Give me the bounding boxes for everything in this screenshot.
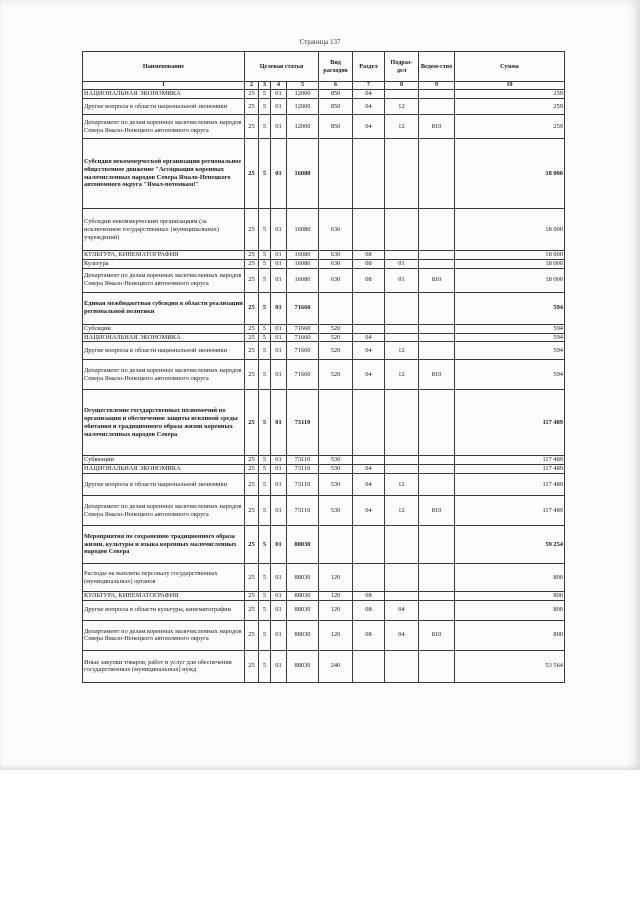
cell-program: 25 (245, 268, 259, 292)
table-body (83, 90, 565, 683)
cell-name: Департамент по делам коренных малочисленных народов Севера Ямало-Ненецкого автономного округа (83, 115, 245, 139)
cell-subsection: 04 (385, 600, 419, 620)
cell-direction: 73110 (287, 456, 319, 465)
cell-expense-type: 850 (319, 115, 353, 139)
cell-subprogram: 5 (259, 592, 271, 601)
cell-expense-type: 850 (319, 90, 353, 99)
cell-program: 25 (245, 292, 259, 324)
cell-subprogram: 5 (259, 650, 271, 682)
cell-program: 25 (245, 259, 259, 268)
cell-section: 08 (353, 259, 385, 268)
table-row (83, 526, 565, 564)
cell-subsection (385, 90, 419, 99)
header-subsection: Подраз-дел (385, 52, 419, 82)
cell-direction: 12000 (287, 99, 319, 115)
cell-event: 01 (271, 592, 287, 601)
cell-section: 04 (353, 496, 385, 526)
cell-subsection (385, 139, 419, 209)
cell-program: 25 (245, 324, 259, 333)
cell-direction: 12000 (287, 115, 319, 139)
cell-subsection: 12 (385, 496, 419, 526)
cell-program: 25 (245, 465, 259, 474)
cell-program: 25 (245, 342, 259, 360)
cell-sum: 594 (455, 324, 565, 333)
table-row (83, 592, 565, 601)
cell-event: 01 (271, 390, 287, 456)
table-row (83, 496, 565, 526)
cell-program: 25 (245, 99, 259, 115)
cell-direction: 88030 (287, 526, 319, 564)
cell-subprogram: 5 (259, 268, 271, 292)
cell-subprogram: 5 (259, 99, 271, 115)
cell-program: 25 (245, 251, 259, 260)
cell-expense-type: 530 (319, 474, 353, 496)
cell-name: Департамент по делам коренных малочисленных народов Севера Ямало-Ненецкого автономного округа (83, 620, 245, 650)
cell-expense-type (319, 139, 353, 209)
cell-department (419, 251, 455, 260)
cell-subsection (385, 209, 419, 251)
table-row (83, 456, 565, 465)
cell-section: 04 (353, 474, 385, 496)
cell-subsection (385, 390, 419, 456)
cell-subprogram: 5 (259, 564, 271, 592)
column-number: 4 (271, 82, 287, 90)
cell-department (419, 592, 455, 601)
cell-event: 01 (271, 90, 287, 99)
cell-direction: 71660 (287, 324, 319, 333)
cell-direction: 71660 (287, 342, 319, 360)
cell-subprogram: 5 (259, 342, 271, 360)
cell-direction: 12000 (287, 90, 319, 99)
cell-expense-type: 120 (319, 620, 353, 650)
cell-event: 01 (271, 259, 287, 268)
cell-subprogram: 5 (259, 292, 271, 324)
cell-expense-type: 520 (319, 324, 353, 333)
cell-expense-type: 630 (319, 259, 353, 268)
cell-section (353, 650, 385, 682)
cell-name: Расходы на выплаты персоналу государственных (муниципальных) органов (83, 564, 245, 592)
cell-section: 04 (353, 90, 385, 99)
cell-sum: 18 000 (455, 139, 565, 209)
cell-sum: 18 000 (455, 268, 565, 292)
cell-name: Другие вопросы в области культуры, кинематографии (83, 600, 245, 620)
cell-event: 01 (271, 496, 287, 526)
cell-section (353, 292, 385, 324)
column-number: 2 (245, 82, 259, 90)
cell-program: 25 (245, 474, 259, 496)
cell-program: 25 (245, 564, 259, 592)
cell-direction: 88030 (287, 600, 319, 620)
table-row (83, 465, 565, 474)
cell-department (419, 209, 455, 251)
cell-expense-type: 520 (319, 333, 353, 342)
cell-name: Другие вопросы в области национальной экономики (83, 99, 245, 115)
cell-subprogram: 5 (259, 360, 271, 390)
cell-program: 25 (245, 526, 259, 564)
cell-department (419, 650, 455, 682)
column-number: 6 (319, 82, 353, 90)
cell-subsection: 12 (385, 99, 419, 115)
column-number: 7 (353, 82, 385, 90)
header-department: Ведом-ство (419, 52, 455, 82)
cell-subsection (385, 456, 419, 465)
budget-table (82, 51, 565, 683)
cell-direction: 73110 (287, 474, 319, 496)
cell-event: 01 (271, 99, 287, 115)
table-row (83, 209, 565, 251)
table-row (83, 333, 565, 342)
cell-program: 25 (245, 650, 259, 682)
cell-expense-type: 530 (319, 465, 353, 474)
cell-section: 04 (353, 465, 385, 474)
cell-subsection (385, 526, 419, 564)
cell-direction: 16080 (287, 268, 319, 292)
header-section: Раздел (353, 52, 385, 82)
cell-event: 01 (271, 139, 287, 209)
column-number: 9 (419, 82, 455, 90)
cell-subprogram: 5 (259, 259, 271, 268)
cell-section (353, 324, 385, 333)
cell-sum: 117 489 (455, 456, 565, 465)
table-row (83, 360, 565, 390)
cell-sum: 259 (455, 90, 565, 99)
cell-name: КУЛЬТУРА, КИНЕМАТОГРАФИЯ (83, 251, 245, 260)
cell-direction: 88030 (287, 620, 319, 650)
cell-name: Другие вопросы в области национальной экономики (83, 474, 245, 496)
table-row (83, 292, 565, 324)
table-row (83, 474, 565, 496)
cell-direction: 88030 (287, 564, 319, 592)
cell-name: Департамент по делам коренных малочисленных народов Севера Ямало-Ненецкого автономного округа (83, 360, 245, 390)
cell-program: 25 (245, 209, 259, 251)
table-header-row (83, 52, 565, 82)
cell-subprogram: 5 (259, 139, 271, 209)
cell-subprogram: 5 (259, 115, 271, 139)
header-sum: Сумма (455, 52, 565, 82)
cell-direction: 88030 (287, 650, 319, 682)
table-row (83, 620, 565, 650)
table-row (83, 342, 565, 360)
cell-sum: 259 (455, 99, 565, 115)
table-row (83, 251, 565, 260)
cell-event: 01 (271, 268, 287, 292)
cell-subsection: 12 (385, 360, 419, 390)
cell-program: 25 (245, 115, 259, 139)
table-row (83, 99, 565, 115)
cell-sum: 117 489 (455, 390, 565, 456)
cell-program: 25 (245, 456, 259, 465)
cell-expense-type (319, 526, 353, 564)
cell-event: 01 (271, 209, 287, 251)
cell-program: 25 (245, 333, 259, 342)
table-row (83, 650, 565, 682)
cell-department: 810 (419, 620, 455, 650)
cell-subprogram: 5 (259, 209, 271, 251)
table-row (83, 600, 565, 620)
cell-section (353, 139, 385, 209)
cell-expense-type: 120 (319, 564, 353, 592)
cell-subprogram: 5 (259, 474, 271, 496)
cell-subsection (385, 333, 419, 342)
cell-expense-type: 120 (319, 592, 353, 601)
column-number: 3 (259, 82, 271, 90)
cell-expense-type: 530 (319, 496, 353, 526)
cell-subprogram: 5 (259, 456, 271, 465)
cell-section (353, 390, 385, 456)
cell-subprogram: 5 (259, 90, 271, 99)
cell-subsection: 12 (385, 115, 419, 139)
cell-sum: 18 000 (455, 209, 565, 251)
cell-subsection (385, 592, 419, 601)
cell-subprogram: 5 (259, 526, 271, 564)
cell-name: Субсидия некоммерческой организации региональное общественное движение "Ассоциация коренных малочисленных народов Севера Ямало-Ненецкого автономного округа "Ямал-потомкам!" (83, 139, 245, 209)
cell-sum: 800 (455, 620, 565, 650)
cell-program: 25 (245, 139, 259, 209)
cell-sum: 594 (455, 292, 565, 324)
cell-direction: 73110 (287, 496, 319, 526)
cell-sum: 53 564 (455, 650, 565, 682)
cell-program: 25 (245, 90, 259, 99)
cell-name: Мероприятия по сохранению традиционного образа жизни, культуры и языка коренных малочисленных народов Севера (83, 526, 245, 564)
cell-department (419, 342, 455, 360)
cell-sum: 800 (455, 600, 565, 620)
cell-section (353, 209, 385, 251)
table-row (83, 115, 565, 139)
cell-department (419, 139, 455, 209)
cell-sum: 594 (455, 342, 565, 360)
cell-event: 01 (271, 600, 287, 620)
cell-direction: 73110 (287, 465, 319, 474)
cell-sum: 117 489 (455, 474, 565, 496)
table-row (83, 259, 565, 268)
cell-name: Субвенции (83, 456, 245, 465)
cell-subprogram: 5 (259, 333, 271, 342)
cell-sum: 117 489 (455, 465, 565, 474)
cell-sum: 594 (455, 360, 565, 390)
cell-department (419, 564, 455, 592)
cell-expense-type: 120 (319, 600, 353, 620)
cell-event: 01 (271, 564, 287, 592)
cell-name: Осуществление государственных полномочий по организации и обеспечению защиты исконной среды обитания и традиционного образа жизни коренных малочисленных народов Севера (83, 390, 245, 456)
cell-sum: 59 254 (455, 526, 565, 564)
cell-event: 01 (271, 333, 287, 342)
cell-subprogram: 5 (259, 620, 271, 650)
cell-department: 810 (419, 268, 455, 292)
cell-direction: 16080 (287, 209, 319, 251)
cell-department (419, 90, 455, 99)
cell-event: 01 (271, 526, 287, 564)
cell-direction: 16080 (287, 251, 319, 260)
cell-subsection (385, 465, 419, 474)
cell-subprogram: 5 (259, 465, 271, 474)
cell-department (419, 526, 455, 564)
cell-sum: 117 489 (455, 496, 565, 526)
cell-expense-type: 630 (319, 209, 353, 251)
cell-sum: 800 (455, 592, 565, 601)
cell-expense-type: 850 (319, 99, 353, 115)
cell-section: 08 (353, 620, 385, 650)
cell-department: 810 (419, 115, 455, 139)
header-name: Наименование (83, 52, 245, 82)
cell-name: НАЦИОНАЛЬНАЯ ЭКОНОМИКА (83, 333, 245, 342)
cell-name: НАЦИОНАЛЬНАЯ ЭКОНОМИКА (83, 465, 245, 474)
cell-section (353, 526, 385, 564)
cell-expense-type: 520 (319, 360, 353, 390)
cell-direction: 16080 (287, 259, 319, 268)
cell-subprogram: 5 (259, 251, 271, 260)
cell-event: 01 (271, 620, 287, 650)
cell-section: 04 (353, 360, 385, 390)
cell-subsection (385, 324, 419, 333)
column-number: 5 (287, 82, 319, 90)
cell-department (419, 324, 455, 333)
cell-expense-type: 520 (319, 342, 353, 360)
column-number: 1 (83, 82, 245, 90)
column-number: 10 (455, 82, 565, 90)
cell-section: 08 (353, 592, 385, 601)
blank-margin (0, 770, 640, 905)
cell-name: Культура (83, 259, 245, 268)
cell-department (419, 390, 455, 456)
cell-event: 01 (271, 465, 287, 474)
cell-department (419, 333, 455, 342)
cell-expense-type (319, 390, 353, 456)
cell-subsection: 01 (385, 259, 419, 268)
cell-expense-type: 240 (319, 650, 353, 682)
cell-subsection: 12 (385, 342, 419, 360)
cell-name: Иные закупки товаров, работ и услуг для обеспечения государственных (муниципальных) нужд (83, 650, 245, 682)
header-target-article: Целевая статья (245, 52, 319, 82)
cell-expense-type: 530 (319, 456, 353, 465)
cell-section: 04 (353, 115, 385, 139)
cell-direction: 71660 (287, 292, 319, 324)
cell-event: 01 (271, 342, 287, 360)
cell-section: 04 (353, 333, 385, 342)
cell-event: 01 (271, 292, 287, 324)
cell-program: 25 (245, 390, 259, 456)
cell-program: 25 (245, 592, 259, 601)
header-expense-type: Вид расходов (319, 52, 353, 82)
cell-department (419, 465, 455, 474)
cell-name: Другие вопросы в области национальной экономики (83, 342, 245, 360)
cell-expense-type: 630 (319, 268, 353, 292)
column-number: 8 (385, 82, 419, 90)
cell-program: 25 (245, 496, 259, 526)
table-row (83, 324, 565, 333)
cell-name: Департамент по делам коренных малочисленных народов Севера Ямало-Ненецкого автономного округа (83, 496, 245, 526)
cell-program: 25 (245, 620, 259, 650)
cell-subprogram: 5 (259, 496, 271, 526)
cell-department (419, 600, 455, 620)
cell-name: Субсидии некоммерческим организациям (за исключением государственных (муниципальных) учреждений) (83, 209, 245, 251)
cell-subprogram: 5 (259, 600, 271, 620)
cell-subsection (385, 650, 419, 682)
cell-expense-type: 630 (319, 251, 353, 260)
cell-sum: 594 (455, 333, 565, 342)
cell-section: 04 (353, 342, 385, 360)
cell-department: 810 (419, 360, 455, 390)
cell-event: 01 (271, 115, 287, 139)
cell-department (419, 99, 455, 115)
table-row (83, 564, 565, 592)
cell-department (419, 456, 455, 465)
cell-name: КУЛЬТУРА, КИНЕМАТОГРАФИЯ (83, 592, 245, 601)
cell-name: НАЦИОНАЛЬНАЯ ЭКОНОМИКА (83, 90, 245, 99)
cell-name: Единая межбюджетная субсидия в области реализации региональной политики (83, 292, 245, 324)
cell-subsection: 12 (385, 474, 419, 496)
cell-direction: 71660 (287, 360, 319, 390)
cell-subsection (385, 251, 419, 260)
cell-subsection (385, 292, 419, 324)
cell-direction: 71660 (287, 333, 319, 342)
cell-subprogram: 5 (259, 390, 271, 456)
cell-name: Департамент по делам коренных малочисленных народов Севера Ямало-Ненецкого автономного округа (83, 268, 245, 292)
cell-section (353, 564, 385, 592)
cell-subsection (385, 564, 419, 592)
cell-program: 25 (245, 600, 259, 620)
cell-sum: 18 000 (455, 259, 565, 268)
cell-subprogram: 5 (259, 324, 271, 333)
cell-section: 08 (353, 268, 385, 292)
cell-direction: 16080 (287, 139, 319, 209)
column-number-row (83, 82, 565, 90)
cell-department (419, 474, 455, 496)
table-row (83, 390, 565, 456)
cell-direction: 88030 (287, 592, 319, 601)
cell-name: Субсидии (83, 324, 245, 333)
cell-event: 01 (271, 251, 287, 260)
table-row (83, 139, 565, 209)
cell-section: 08 (353, 600, 385, 620)
cell-program: 25 (245, 360, 259, 390)
cell-event: 01 (271, 650, 287, 682)
cell-sum: 259 (455, 115, 565, 139)
cell-expense-type (319, 292, 353, 324)
cell-department (419, 259, 455, 268)
cell-event: 01 (271, 456, 287, 465)
cell-sum: 18 000 (455, 251, 565, 260)
page-number-label: Страница 137 (299, 38, 341, 46)
table-row (83, 268, 565, 292)
cell-sum: 800 (455, 564, 565, 592)
cell-department (419, 292, 455, 324)
cell-section: 08 (353, 251, 385, 260)
cell-subsection: 04 (385, 620, 419, 650)
cell-event: 01 (271, 324, 287, 333)
cell-event: 01 (271, 474, 287, 496)
table-row (83, 90, 565, 99)
cell-direction: 73110 (287, 390, 319, 456)
cell-section: 04 (353, 99, 385, 115)
cell-event: 01 (271, 360, 287, 390)
cell-department: 810 (419, 496, 455, 526)
cell-subsection: 01 (385, 268, 419, 292)
cell-section (353, 456, 385, 465)
